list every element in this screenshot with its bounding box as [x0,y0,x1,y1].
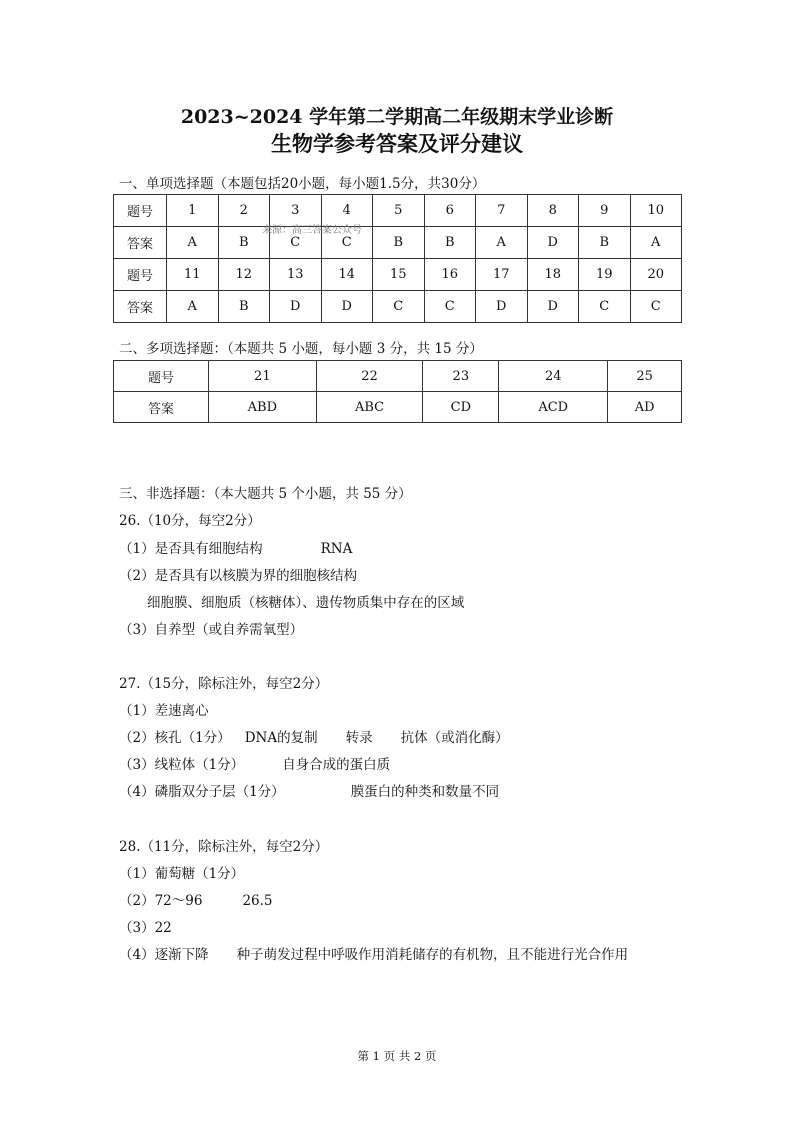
answer-cell: D [476,291,528,323]
watermark-text: 来源：高三答案公众号 [262,225,362,236]
q27-heading: 27.（15分，除标注外，每空2分） [119,676,329,692]
q26-heading: 26.（10分，每空2分） [119,513,261,529]
multi-choice-table [113,360,682,423]
answer-cell: C [424,291,476,323]
q27-line1: （1）差速离心 [119,703,209,719]
q27-line4 [119,780,499,800]
q28-line3: （3）22 [119,920,172,936]
q27-answer-d: 抗体（或消化酶） [400,730,509,746]
table-row [114,291,682,323]
q27-answer-c: 转录 [345,730,373,746]
q27-line2 [119,726,509,746]
question-number: 5 [373,195,425,227]
answer-cell: C [373,291,425,323]
question-number: 22 [316,361,423,392]
section1-heading: 一、单项选择题（本题包括20小题，每小题1.5分，共30分） [119,176,486,192]
question-number: 2 [218,195,270,227]
answer-cell: B [218,227,270,259]
table-row [114,392,682,423]
table-row [114,361,682,392]
answer-cell: AD [608,392,682,423]
q27-line3 [119,753,390,773]
row-label-answer: 答案 [114,291,167,323]
answer-cell: ABD [209,392,317,423]
question-number: 25 [608,361,682,392]
row-label-question: 题号 [114,195,167,227]
answer-cell: B [579,227,631,259]
row-label-question: 题号 [114,259,167,291]
question-number: 24 [499,361,608,392]
q28-answer-c: （4）逐渐下降 [119,947,209,963]
question-number: 7 [476,195,528,227]
question-number: 3 [270,195,322,227]
page-number: 第 1 页 共 2 页 [357,1049,437,1063]
page-title: 2023~2024 学年第二学期高二年级期末学业诊断 [180,106,614,128]
question-number: 19 [579,259,631,291]
table-row [114,227,682,259]
q27-answer-f: 自身合成的蛋白质 [282,757,391,773]
q27-answer-g: （4）磷脂双分子层（1分） [119,784,285,800]
question-number: 10 [630,195,682,227]
answer-cell: D [527,227,579,259]
answer-cell: D [527,291,579,323]
question-number: 1 [167,195,219,227]
answer-cell: ABC [316,392,423,423]
single-choice-table [113,194,682,323]
q26-line2: （2）是否具有以核膜为界的细胞核结构 [119,568,358,584]
q28-answer-d: 种子萌发过程中呼吸作用消耗储存的有机物，且不能进行光合作用 [236,947,629,963]
q27-answer-a: （2）核孔（1分） [119,730,231,746]
question-number: 21 [209,361,317,392]
q28-answer-a: （2）72～96 [119,893,203,909]
question-number: 8 [527,195,579,227]
answer-cell: B [218,291,270,323]
row-label-answer: 答案 [114,392,209,423]
q27-answer-e: （3）线粒体（1分） [119,757,245,773]
q26-line1 [119,537,352,557]
answer-cell: C [579,291,631,323]
answer-cell: ACD [499,392,608,423]
q28-heading: 28.（11分，除标注外，每空2分） [119,839,329,855]
answer-cell: CD [423,392,499,423]
answer-cell: B [373,227,425,259]
question-number: 15 [373,259,425,291]
answer-cell: B [424,227,476,259]
question-number: 11 [167,259,219,291]
q28-line2 [119,889,273,909]
answer-cell: D [321,291,373,323]
question-number: 9 [579,195,631,227]
question-number: 18 [527,259,579,291]
section2-heading: 二、多项选择题：（本题共 5 小题，每小题 3 分，共 15 分） [119,341,483,357]
table-row [114,259,682,291]
answer-cell: A [476,227,528,259]
question-number: 17 [476,259,528,291]
question-number: 13 [270,259,322,291]
q26-answer1: （1）是否具有细胞结构 [119,541,263,557]
question-number: 12 [218,259,270,291]
answer-cell: A [630,227,682,259]
row-label-answer: 答案 [114,227,167,259]
question-number: 23 [423,361,499,392]
table-row [114,195,682,227]
q28-line4 [119,943,628,963]
q28-answer-b: 26.5 [242,893,273,909]
q28-line1: （1）葡萄糖（1分） [119,866,245,882]
page-subtitle: 生物学参考答案及评分建议 [271,131,523,156]
question-number: 6 [424,195,476,227]
answer-cell: A [167,227,219,259]
answer-cell: C [321,227,373,259]
q26-answer2: RNA [320,541,353,557]
question-number: 4 [321,195,373,227]
section3-heading: 三、非选择题：（本大题共 5 个小题，共 55 分） [119,486,412,502]
q26-line4: （3）自养型（或自养需氧型） [119,622,304,638]
row-label-question: 题号 [114,361,209,392]
answer-cell: A [167,291,219,323]
answer-cell: C [630,291,682,323]
question-number: 16 [424,259,476,291]
q27-answer-h: 膜蛋白的种类和数量不同 [350,784,500,800]
question-number: 20 [630,259,682,291]
answer-cell: D [270,291,322,323]
q27-answer-b: DNA的复制 [244,730,318,746]
question-number: 14 [321,259,373,291]
q26-line3: 细胞膜、细胞质（核糖体）、遗传物质集中存在的区域 [147,595,465,611]
answer-cell: C [270,227,322,259]
